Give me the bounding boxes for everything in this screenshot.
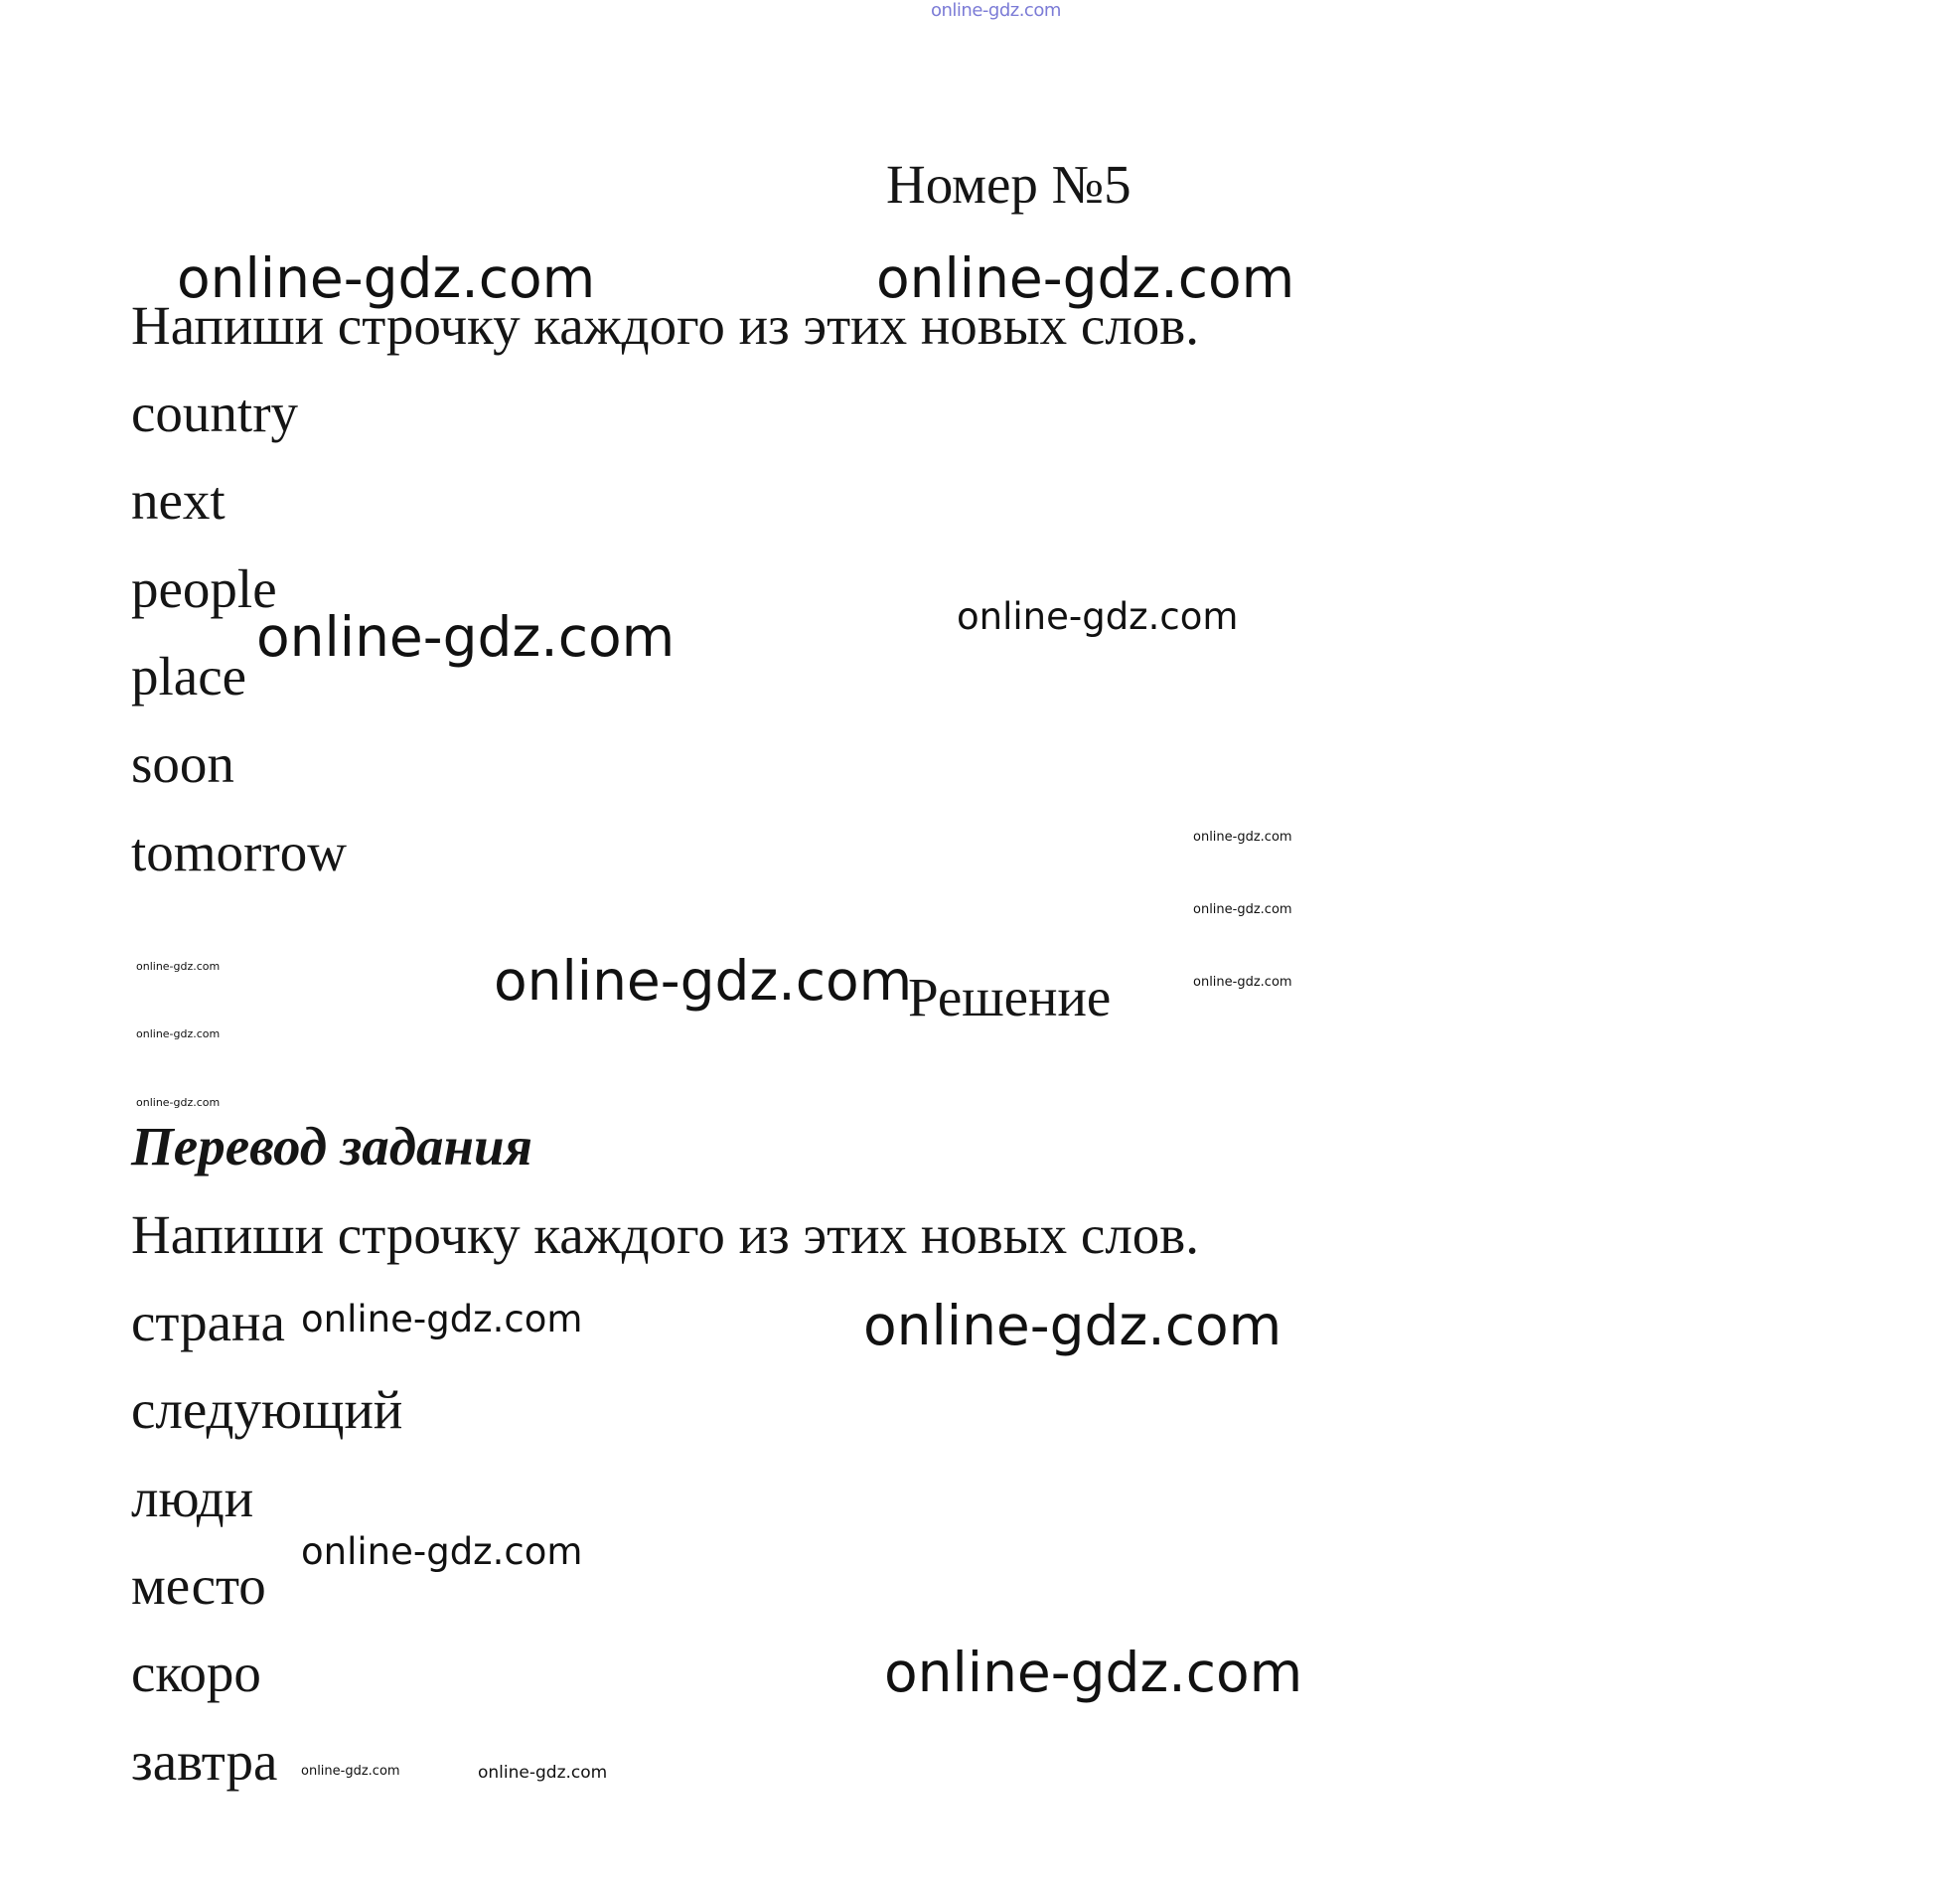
word-item: people	[131, 558, 277, 619]
watermark: online-gdz.com	[136, 960, 221, 973]
translation-heading: Перевод задания	[131, 1116, 532, 1177]
watermark: online-gdz.com	[177, 246, 596, 310]
solution-label: Решение	[908, 967, 1112, 1027]
watermark: online-gdz.com	[494, 949, 913, 1013]
translated-word-item: место	[131, 1555, 266, 1616]
watermark: online-gdz.com	[301, 1298, 583, 1340]
watermark: online-gdz.com	[301, 1764, 400, 1779]
word-item: next	[131, 470, 226, 531]
watermark: online-gdz.com	[957, 595, 1239, 638]
watermark: online-gdz.com	[136, 1096, 221, 1109]
watermark: online-gdz.com	[136, 1027, 221, 1040]
translated-word-item: скоро	[131, 1643, 261, 1703]
watermark: online-gdz.com	[478, 1763, 608, 1783]
word-item: soon	[131, 733, 234, 794]
watermark: online-gdz.com	[256, 605, 676, 669]
page-title: Номер №5	[886, 154, 1131, 215]
watermark: online-gdz.com	[876, 246, 1295, 310]
translated-word-item: люди	[131, 1468, 254, 1528]
translated-word-item: страна	[131, 1292, 285, 1352]
watermark: online-gdz.com	[1193, 975, 1292, 990]
watermark: online-gdz.com	[301, 1530, 583, 1573]
translated-word-item: завтра	[131, 1731, 278, 1792]
watermark: online-gdz.com	[884, 1641, 1303, 1704]
word-item: place	[131, 646, 247, 707]
instruction-translated-text: Напиши строчку каждого из этих новых слов.	[131, 1204, 1199, 1265]
watermark: online-gdz.com	[1193, 902, 1292, 917]
watermark: online-gdz.com	[1193, 830, 1292, 845]
translated-word-item: следующий	[131, 1379, 403, 1440]
word-item: tomorrow	[131, 822, 347, 882]
watermark: online-gdz.com	[863, 1294, 1282, 1357]
instruction-text: Напиши строчку каждого из этих новых слов.	[131, 295, 1199, 356]
top-watermark: online-gdz.com	[931, 0, 1061, 21]
word-item: country	[131, 383, 299, 443]
